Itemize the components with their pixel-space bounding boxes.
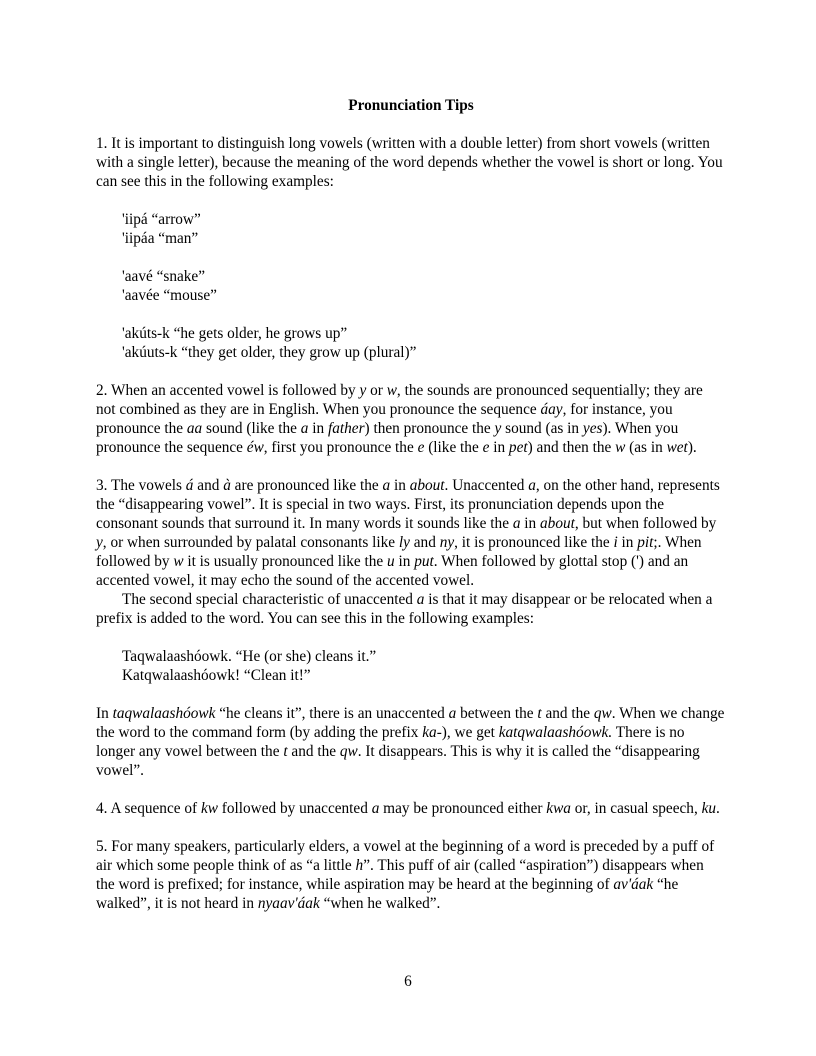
tip-5-paragraph: 5. For many speakers, particularly elders, a vowel at the beginning of a word is preceded by a puff of air which some people think of as “a little h”. This puff of air (called “aspiration”) disappears when the word is prefixed; for instance, while aspiration may be heard at the beginning of av'áak “he walked”, it is not heard in nyaav'áak “when he walked”. <box>96 838 715 912</box>
example-line: 'akúuts-k “they get older, they grow up (plural)” <box>122 344 417 361</box>
tip-3-second-paragraph: The second special characteristic of unaccented a is that it may disappear or be relocated when a prefix is added to the word. You can see this in the following examples: <box>96 591 713 627</box>
example-line: Katqwalaashóowk! “Clean it!” <box>122 667 311 684</box>
example-group-2 <box>96 267 726 305</box>
tip-3-paragraph: 3. The vowels á and à are pronounced like the a in about. Unaccented a, on the other hand, represents the “disappearing vowel”. It is special in two ways. First, its pronunciation depends upon the consonant sounds that surround it. In many words it sounds like the a in about, but when followed by y, or when surrounded by palatal consonants like ly and ny, it is pronounced like the i in pit;. When followed by w it is usually pronounced like the u in put. When followed by glottal stop (') and an accented vowel, it may echo the sound of the accented vowel. <box>96 477 720 589</box>
example-group-4 <box>96 647 726 685</box>
example-line: 'iipá “arrow” <box>122 211 201 228</box>
tip-4-paragraph: 4. A sequence of kw followed by unaccented a may be pronounced either kwa or, in casual speech, ku. <box>96 800 720 817</box>
document-page <box>96 96 726 932</box>
example-line: Taqwalaashóowk. “He (or she) cleans it.” <box>122 648 377 665</box>
example-line: 'akúts-k “he gets older, he grows up” <box>122 325 348 342</box>
tip-3-third-paragraph: In taqwalaashóowk “he cleans it”, there is an unaccented a between the t and the qw. When we change the word to the command form (by adding the prefix ka-), we get katqwalaashóowk. There is no longer any vowel between the t and the qw. It disappears. This is why it is called the “disappearing vowel”. <box>96 705 725 779</box>
example-line: 'iipáa “man” <box>122 230 199 247</box>
example-group-3 <box>96 324 726 362</box>
page-number: 6 <box>404 973 412 990</box>
page-title: Pronunciation Tips <box>348 97 474 114</box>
example-group-1 <box>96 210 726 248</box>
example-line: 'aavé “snake” <box>122 268 206 285</box>
tip-1-paragraph: 1. It is important to distinguish long vowels (written with a double letter) from short vowels (written with a single letter), because the meaning of the word depends whether the vowel is short or long. You can see this in the following examples: <box>96 135 723 190</box>
tip-2-paragraph: 2. When an accented vowel is followed by y or w, the sounds are pronounced sequentially; they are not combined as they are in English. When you pronounce the sequence áay, for instance, you pronounce the aa sound (like the a in father) then pronounce the y sound (as in yes). When you pronounce the sequence éw, first you pronounce the e (like the e in pet) and then the w (as in wet). <box>96 382 703 456</box>
example-line: 'aavée “mouse” <box>122 287 217 304</box>
